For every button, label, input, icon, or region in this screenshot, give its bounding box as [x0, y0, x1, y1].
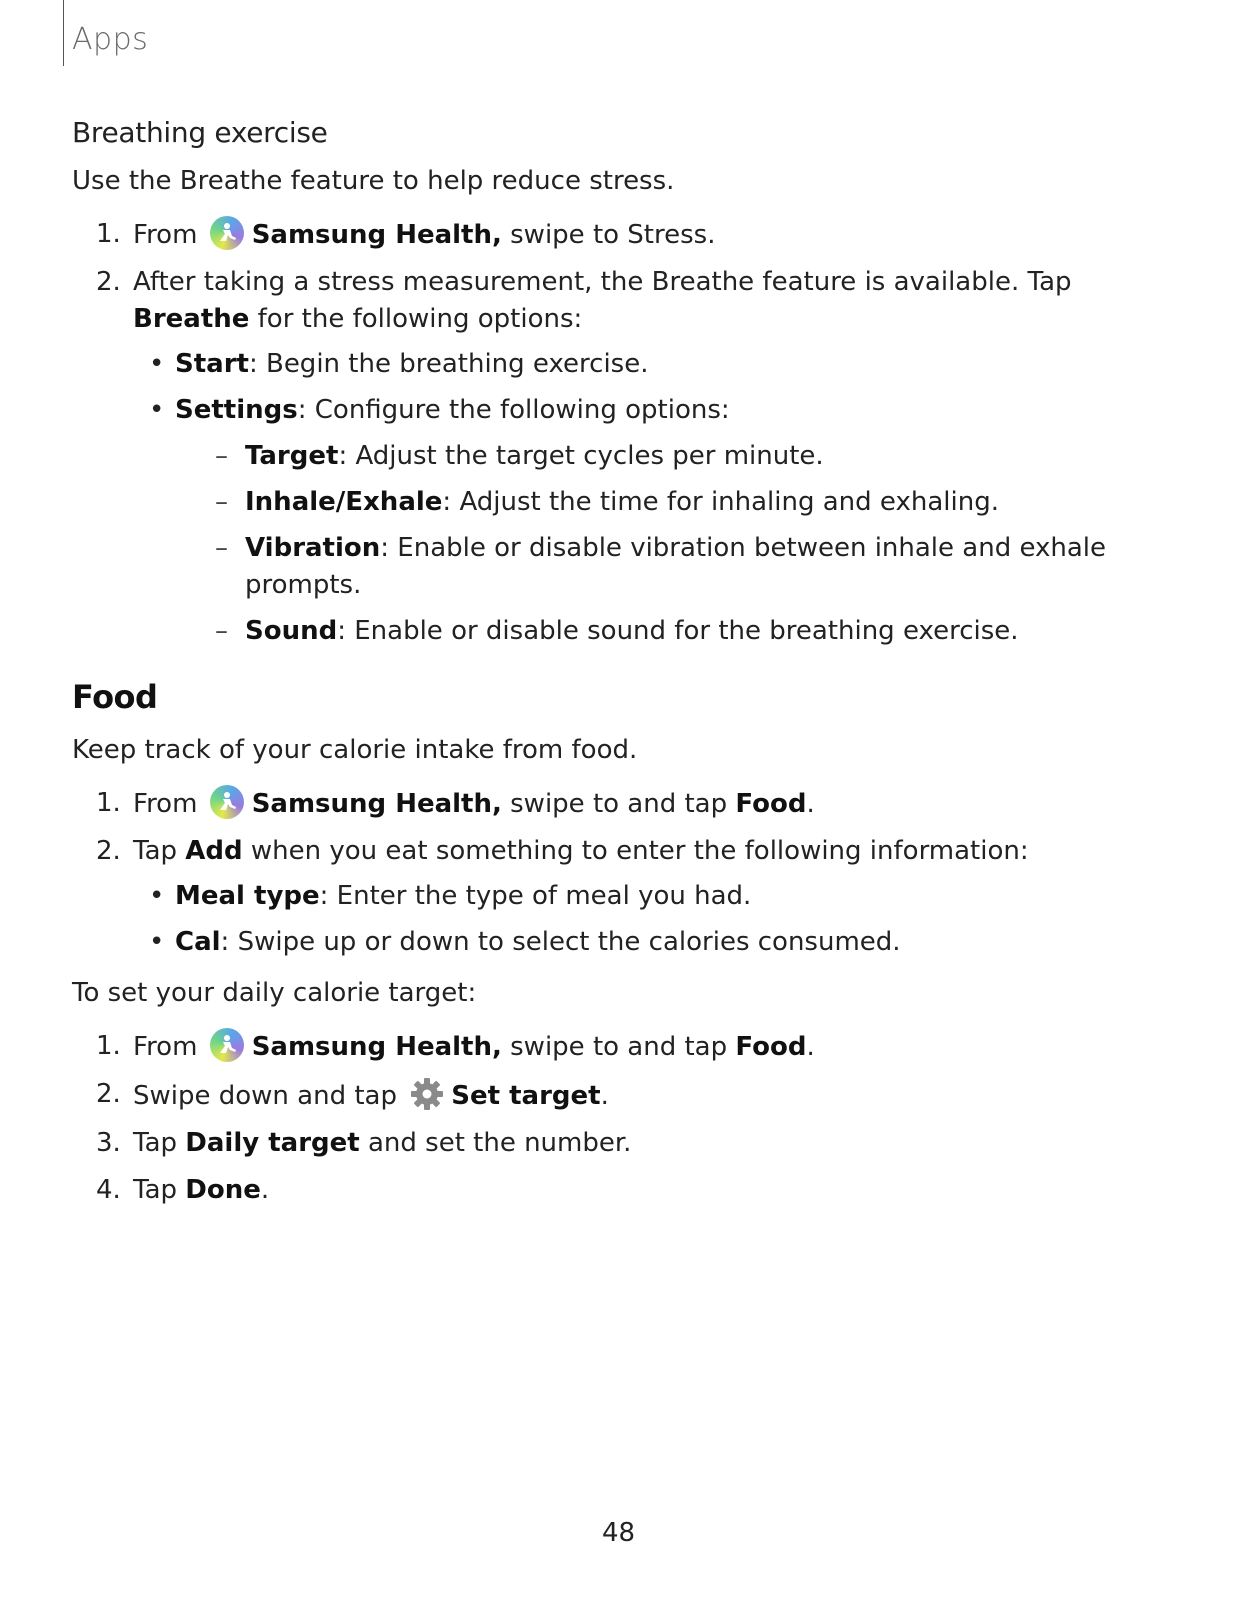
- target-steps: [72, 1028, 1162, 1209]
- settings-options: [175, 438, 1162, 650]
- food-step-1: 1. From Samsung Health, swipe to and tap Food.: [72, 785, 1162, 823]
- breathing-step-1: 1. From Samsung Health, swipe to Stress.: [72, 216, 1162, 254]
- header-title: Apps: [72, 22, 149, 57]
- food-heading: Food: [72, 678, 158, 716]
- bullet-icon: •: [149, 349, 165, 379]
- dash-icon: –: [215, 533, 228, 563]
- breathing-intro: Use the Breathe feature to help reduce stress.: [72, 166, 675, 196]
- dash-icon: –: [215, 441, 228, 471]
- breathing-step-2: 2. After taking a stress measurement, the Breathe feature is available. Tap Breathe for the following options: • Start: Begin the breathing exercise. • Settings: Configure the following options: – Target: Adjust the target cycles per minute. – Inhale/Exhale: Adjust the time for inhaling and exhaling. – Vibration: Enable or disable vibration between inhale and exhale prompts. – Sound: Enable or disable sound for the breathing exercise.: [72, 264, 1162, 650]
- list-item: – Inhale/Exhale: Adjust the time for inhaling and exhaling.: [175, 484, 1162, 521]
- bullet-icon: •: [149, 927, 165, 957]
- breathing-steps: [72, 216, 1162, 650]
- target-step-3: 3. Tap Daily target and set the number.: [96, 1128, 632, 1158]
- food-info-options: [133, 878, 1162, 961]
- food-step-2: 2. Tap Add when you eat something to enter the following information: • Meal type: Enter the type of meal you had. • Cal: Swipe up or down to select the calories consumed.: [72, 833, 1162, 961]
- list-item: • Settings: Configure the following options: – Target: Adjust the target cycles per minute. – Inhale/Exhale: Adjust the time for inhaling and exhaling. – Vibration: Enable or disable vibration between inhale and exhale prompts. – Sound: Enable or disable sound for the breathing exercise.: [133, 392, 1162, 650]
- target-step-2: 2. Swipe down and tap Set target.: [72, 1076, 1162, 1115]
- list-item: • Start: Begin the breathing exercise.: [133, 346, 1162, 383]
- samsung-health-icon: [210, 216, 244, 250]
- list-item: • Meal type: Enter the type of meal you had.: [133, 878, 1162, 915]
- target-intro: To set your daily calorie target:: [72, 978, 477, 1008]
- food-steps: [72, 785, 1162, 961]
- bullet-icon: •: [149, 881, 165, 911]
- breathe-options: [133, 346, 1162, 650]
- bullet-icon: •: [149, 395, 165, 425]
- header-divider: [63, 0, 64, 66]
- list-item: – Target: Adjust the target cycles per minute.: [175, 438, 1162, 475]
- gear-icon: [409, 1076, 445, 1112]
- list-item: – Vibration: Enable or disable vibration between inhale and exhale prompts.: [175, 530, 1162, 604]
- target-step-4: 4. Tap Done.: [96, 1175, 270, 1205]
- food-intro: Keep track of your calorie intake from food.: [72, 735, 638, 765]
- dash-icon: –: [215, 616, 228, 646]
- samsung-health-icon: [210, 785, 244, 819]
- list-item: • Cal: Swipe up or down to select the calories consumed.: [133, 924, 1162, 961]
- breathing-heading: Breathing exercise: [72, 116, 328, 149]
- samsung-health-icon: [210, 1028, 244, 1062]
- list-item: – Sound: Enable or disable sound for the breathing exercise.: [175, 613, 1162, 650]
- page-content: [72, 116, 1162, 1219]
- page-number: 48: [601, 1518, 636, 1548]
- target-step-1: 1. From Samsung Health, swipe to and tap Food.: [72, 1028, 1162, 1066]
- dash-icon: –: [215, 487, 228, 517]
